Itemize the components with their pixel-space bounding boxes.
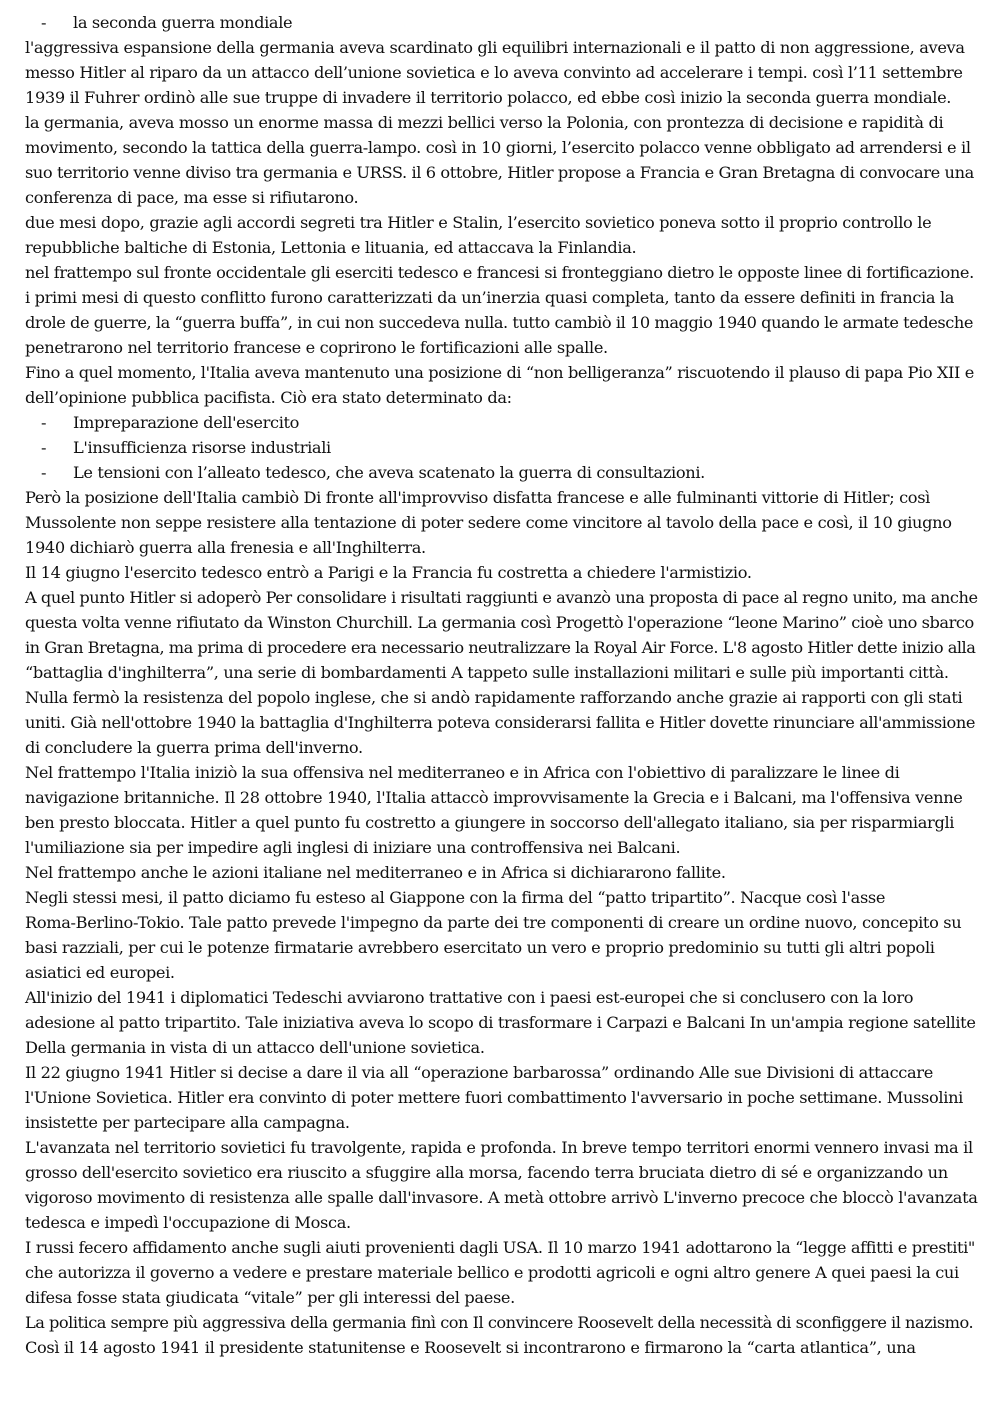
text-line: Fino a quel momento, l'Italia aveva mantenuto una posizione di “non belligeranza” riscuotendo il plauso di papa Pio XII e	[25, 363, 974, 382]
text-line: drole de guerre, la “guerra buffa”, in cui non succedeva nulla. tutto cambiò il 10 maggio 1940 quando le armate tedesche	[25, 313, 973, 332]
text-line: Nel frattempo anche le azioni italiane nel mediterraneo e in Africa si dichiararono fallite.	[25, 863, 726, 882]
text-line: la germania, aveva mosso un enorme massa di mezzi bellici verso la Polonia, con prontezza di decisione e rapidità di	[25, 113, 944, 132]
text-line: l'umiliazione sia per impedire agli inglesi di iniziare una controffensiva nei Balcani.	[25, 838, 681, 857]
text-line: Però la posizione dell'Italia cambiò Di fronte all'improvviso disfatta francese e alle fulminanti vittorie di Hitler; così	[25, 488, 930, 507]
text-line: Nel frattempo l'Italia iniziò la sua offensiva nel mediterraneo e in Africa con l'obiettivo di paralizzare le linee di	[25, 763, 900, 782]
text-line: Il 14 giugno l'esercito tedesco entrò a Parigi e la Francia fu costretta a chiedere l'armistizio.	[25, 563, 752, 582]
text-line: vigoroso movimento di resistenza alle spalle dall'invasore. A metà ottobre arrivò L'inverno precoce che bloccò l'avanzata	[25, 1188, 978, 1207]
bullet-dash: -	[41, 438, 47, 457]
text-line: tedesca e impedì l'occupazione di Mosca.	[25, 1213, 351, 1232]
text-line: asiatici ed europei.	[25, 963, 175, 982]
text-line: adesione al patto tripartito. Tale iniziativa aveva lo scopo di trasformare i Carpazi e Balcani In un'ampia regione satellite	[25, 1013, 976, 1032]
text-line: L'avanzata nel territorio sovietici fu travolgente, rapida e profonda. In breve tempo territori enormi vennero invasi ma il	[25, 1138, 973, 1157]
text-line: movimento, secondo la tattica della guerra-lampo. così in 10 giorni, l’esercito polacco venne obbligato ad arrendersi e il	[25, 138, 971, 157]
paragraph-block-a	[25, 35, 978, 410]
list-item-text: Le tensioni con l’alleato tedesco, che aveva scatenato la guerra di consultazioni.	[73, 463, 705, 482]
text-line: l'aggressiva espansione della germania aveva scardinato gli equilibri internazionali e il patto di non aggressione, aveva	[25, 38, 965, 57]
text-line: La politica sempre più aggressiva della germania finì con Il convincere Roosevelt della necessità di sconfiggere il nazismo.	[25, 1313, 974, 1332]
heading-text: la seconda guerra mondiale	[73, 13, 293, 32]
text-line: uniti. Già nell'ottobre 1940 la battaglia d'Inghilterra poteva considerarsi fallita e Hitler dovette rinunciare all'ammissione	[25, 713, 976, 732]
list-item	[25, 460, 978, 485]
text-line: 1940 dichiarò guerra alla frenesia e all'Inghilterra.	[25, 538, 426, 557]
text-line: I russi fecero affidamento anche sugli aiuti provenienti dagli USA. Il 10 marzo 1941 adottarono la “legge affitti e prestiti"	[25, 1238, 975, 1257]
heading-bullet	[25, 10, 978, 35]
text-line: basi razziali, per cui le potenze firmatarie avrebbero esercitato un vero e proprio predominio su tutti gli altri popoli	[25, 938, 935, 957]
text-line: Negli stessi mesi, il patto diciamo fu esteso al Giappone con la firma del “patto tripartito”. Nacque così l'asse	[25, 888, 886, 907]
text-line: suo territorio venne diviso tra germania e URSS. il 6 ottobre, Hitler propose a Francia e Gran Bretagna di convocare una	[25, 163, 974, 182]
text-line: in Gran Bretagna, ma prima di procedere era necessario neutralizzare la Royal Air Force. L'8 agosto Hitler dette inizio alla	[25, 638, 976, 657]
text-line: Il 22 giugno 1941 Hitler si decise a dare il via all “operazione barbarossa” ordinando Alle sue Divisioni di attaccare	[25, 1063, 933, 1082]
text-line: repubbliche baltiche di Estonia, Lettonia e lituania, ed attaccava la Finlandia.	[25, 238, 637, 257]
text-line: due mesi dopo, grazie agli accordi segreti tra Hitler e Stalin, l’esercito sovietico poneva sotto il proprio controllo le	[25, 213, 932, 232]
paragraph-block-c	[25, 485, 978, 1360]
text-line: navigazione britanniche. Il 28 ottobre 1940, l'Italia attaccò improvvisamente la Grecia e i Balcani, ma l'offensiva venne	[25, 788, 963, 807]
bullet-dash: -	[41, 463, 47, 482]
text-line: che autorizza il governo a vedere e prestare materiale bellico e prodotti agricoli e ogni altro genere A quei paesi la cui	[25, 1263, 959, 1282]
bullet-list	[25, 410, 978, 485]
text-line: penetrarono nel territorio francese e coprirono le fortificazioni alle spalle.	[25, 338, 608, 357]
text-line: messo Hitler al riparo da un attacco dell’unione sovietica e lo aveva convinto ad accelerare i tempi. così l’11 settembre	[25, 63, 963, 82]
text-line: questa volta venne rifiutato da Winston Churchill. La germania così Progettò l'operazione “leone Marino” cioè uno sbarco	[25, 613, 974, 632]
text-line: A quel punto Hitler si adoperò Per consolidare i risultati raggiunti e avanzò una proposta di pace al regno unito, ma anche	[25, 588, 978, 607]
text-line: Così il 14 agosto 1941 il presidente statunitense e Roosevelt si incontrarono e firmarono la “carta atlantica”, una	[25, 1338, 916, 1357]
text-line: insistette per partecipare alla campagna.	[25, 1113, 350, 1132]
list-item	[25, 410, 978, 435]
text-line: difesa fosse stata giudicata “vitale” per gli interessi del paese.	[25, 1288, 515, 1307]
bullet-dash: -	[41, 413, 47, 432]
text-line: All'inizio del 1941 i diplomatici Tedeschi avviarono trattative con i paesi est-europei che si conclusero con la loro	[25, 988, 914, 1007]
text-line: Nulla fermò la resistenza del popolo inglese, che si andò rapidamente rafforzando anche grazie ai rapporti con gli stati	[25, 688, 963, 707]
text-line: dell’opinione pubblica pacifista. Ciò era stato determinato da:	[25, 388, 512, 407]
text-line: conferenza di pace, ma esse si rifiutarono.	[25, 188, 359, 207]
text-line: ben presto bloccata. Hitler a quel punto fu costretto a giungere in soccorso dell'allegato italiano, sia per risparmiargli	[25, 813, 955, 832]
text-line: Della germania in vista di un attacco dell'unione sovietica.	[25, 1038, 485, 1057]
list-item-text: L'insufficienza risorse industriali	[73, 438, 331, 457]
text-line: Mussolente non seppe resistere alla tentazione di poter sedere come vincitore al tavolo della pace e così, il 10 giugno	[25, 513, 952, 532]
bullet-dash: -	[41, 13, 47, 32]
text-line: i primi mesi di questo conflitto furono caratterizzati da un’inerzia quasi completa, tanto da essere definiti in francia la	[25, 288, 955, 307]
text-line: nel frattempo sul fronte occidentale gli eserciti tedesco e francesi si fronteggiano dietro le opposte linee di fortificazione.	[25, 263, 974, 282]
text-line: grosso dell'esercito sovietico era riuscito a sfuggire alla morsa, facendo terra bruciata dietro di sé e organizzando un	[25, 1163, 948, 1182]
list-item	[25, 435, 978, 460]
text-line: di concludere la guerra prima dell'inverno.	[25, 738, 363, 757]
text-line: Roma-Berlino-Tokio. Tale patto prevede l'impegno da parte dei tre componenti di creare un ordine nuovo, concepito su	[25, 913, 962, 932]
text-line: l'Unione Sovietica. Hitler era convinto di poter mettere fuori combattimento l'avversario in poche settimane. Mussolini	[25, 1088, 963, 1107]
list-item-text: Impreparazione dell'esercito	[73, 413, 300, 432]
text-line: 1939 il Fuhrer ordinò alle sue truppe di invadere il territorio polacco, ed ebbe così inizio la seconda guerra mondiale.	[25, 88, 952, 107]
text-line: “battaglia d'inghilterra”, una serie di bombardamenti A tappeto sulle installazioni militari e sulle più importanti città.	[25, 663, 949, 682]
